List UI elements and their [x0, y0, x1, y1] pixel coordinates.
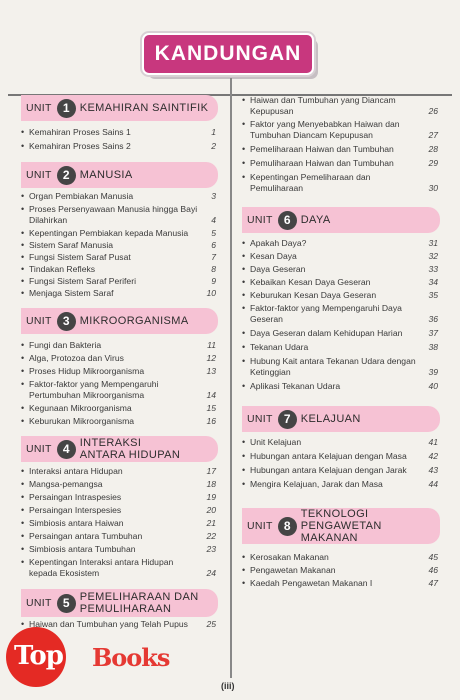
toc-entry[interactable] — [21, 127, 216, 138]
entry-text: Proses Persenyawaan Manusia hingga Bayi Dilahirkan — [29, 204, 198, 225]
unit-number: 6 — [278, 211, 297, 230]
toc-entry[interactable] — [21, 228, 216, 239]
unit-section — [242, 207, 438, 392]
unit-title: PEMELIHARAAN DAN PEMULIHARAAN — [79, 591, 199, 615]
entry-page: 12 — [206, 353, 216, 363]
unit-section — [21, 95, 216, 152]
entry-text: Keburukan Kesan Daya Geseran — [250, 290, 377, 300]
toc-entry[interactable] — [242, 479, 438, 490]
entry-page: 43 — [428, 465, 438, 475]
entry-page: 22 — [206, 531, 216, 541]
entry-text: Apakah Daya? — [250, 238, 307, 248]
entry-page: 5 — [211, 228, 216, 238]
entry-text: Kepentingan Pembiakan kepada Manusia — [29, 228, 189, 238]
toc-entry[interactable] — [242, 158, 438, 169]
entry-page: 9 — [211, 276, 216, 286]
entry-text: Kebaikan Kesan Daya Geseran — [250, 277, 371, 287]
unit-number: 1 — [57, 99, 76, 118]
entry-page: 15 — [206, 403, 216, 413]
entry-list — [21, 127, 216, 152]
entry-text: Hubungan antara Kelajuan dengan Masa — [250, 451, 407, 461]
toc-entry[interactable] — [242, 264, 438, 275]
entry-text: Hubungan antara Kelajuan dengan Jarak — [250, 465, 407, 475]
entry-text: Aplikasi Tekanan Udara — [250, 381, 341, 391]
entry-text: Hubung Kait antara Tekanan Udara dengan Ketinggian — [250, 356, 416, 377]
unit-header — [21, 162, 218, 188]
entry-text: Alga, Protozoa dan Virus — [29, 353, 124, 363]
toc-entry[interactable] — [242, 277, 438, 288]
entry-page: 19 — [206, 492, 216, 502]
entry-page: 30 — [428, 183, 438, 193]
unit-section — [21, 308, 216, 427]
entry-text: Kegunaan Mikroorganisma — [29, 403, 132, 413]
entry-text: Mangsa-pemangsa — [29, 479, 103, 489]
entry-page: 39 — [428, 367, 438, 377]
unit-title: MIKROORGANISMA — [79, 315, 189, 327]
entry-page: 38 — [428, 342, 438, 352]
title-banner — [142, 33, 314, 77]
entry-text: Persaingan Intraspesies — [29, 492, 122, 502]
entry-text: Unit Kelajuan — [250, 437, 302, 447]
unit-header — [21, 95, 218, 121]
entry-page: 1 — [211, 127, 216, 137]
toc-entry[interactable] — [21, 141, 216, 152]
toc-entry[interactable] — [21, 340, 216, 351]
toc-entry[interactable] — [21, 479, 216, 490]
unit-header — [21, 308, 218, 334]
unit-title: KEMAHIRAN SAINTIFIK — [79, 102, 209, 114]
unit-number: 7 — [278, 410, 297, 429]
entry-text: Proses Hidup Mikroorganisma — [29, 366, 145, 376]
toc-entry[interactable] — [21, 505, 216, 516]
unit-header — [21, 589, 218, 617]
entry-page: 26 — [428, 106, 438, 116]
entry-page: 18 — [206, 479, 216, 489]
entry-page: 13 — [206, 366, 216, 376]
entry-page: 17 — [206, 466, 216, 476]
entry-text: Kemahiran Proses Sains 2 — [29, 141, 131, 151]
toc-entry[interactable] — [242, 465, 438, 476]
toc-entry[interactable] — [242, 356, 438, 378]
unit-label: UNIT — [26, 315, 52, 327]
toc-entry[interactable] — [242, 565, 438, 576]
entry-text: Pemuliharaan Haiwan dan Tumbuhan — [250, 158, 394, 168]
entry-text: Haiwan dan Tumbuhan yang Telah Pupus — [29, 619, 188, 629]
entry-text: Kemahiran Proses Sains 1 — [29, 127, 131, 137]
toc-entry[interactable] — [242, 578, 438, 589]
entry-page: 41 — [428, 437, 438, 447]
toc-entry[interactable] — [21, 492, 216, 503]
toc-entry[interactable] — [242, 328, 438, 339]
entry-text: Mengira Kelajuan, Jarak dan Masa — [250, 479, 383, 489]
unit-number: 4 — [57, 440, 76, 459]
toc-entry[interactable] — [21, 288, 216, 299]
entry-page: 42 — [428, 451, 438, 461]
unit-title: DAYA — [300, 214, 331, 226]
entry-text: Persaingan Interspesies — [29, 505, 122, 515]
toc-entry[interactable] — [21, 518, 216, 529]
toc-entry[interactable] — [242, 172, 438, 194]
toc-entry[interactable] — [242, 119, 438, 141]
toc-entry[interactable] — [21, 544, 216, 555]
entry-text: Kepentingan Interaksi antara Hidupan kepada Ekosistem — [29, 557, 174, 578]
entry-page: 24 — [206, 568, 216, 578]
entry-text: Daya Geseran — [250, 264, 306, 274]
entry-page: 14 — [206, 390, 216, 400]
toc-entry[interactable] — [242, 290, 438, 301]
entry-text: Faktor-faktor yang Mempengaruhi Pertumbuhan Mikroorganisma — [29, 379, 159, 400]
entry-page: 36 — [428, 314, 438, 324]
unit-header — [242, 406, 440, 432]
entry-text: Kerosakan Makanan — [250, 552, 329, 562]
column-divider — [230, 78, 232, 678]
toc-entry[interactable] — [242, 144, 438, 155]
logo-wordmark: Books — [92, 643, 170, 672]
entry-list — [242, 238, 438, 392]
toc-entry[interactable] — [242, 303, 438, 325]
unit-header — [242, 508, 440, 544]
entry-text: Faktor yang Menyebabkan Haiwan dan Tumbuhan Diancam Kepupusan — [250, 119, 400, 140]
unit-section — [242, 406, 438, 490]
entry-text: Kepentingan Pemeliharaan dan Pemuliharaan — [250, 172, 371, 193]
unit-header — [242, 207, 440, 233]
entry-page: 33 — [428, 264, 438, 274]
entry-page: 45 — [428, 552, 438, 562]
toc-entry[interactable] — [242, 552, 438, 563]
unit-label: UNIT — [26, 102, 52, 114]
entry-text: Kaedah Pengawetan Makanan I — [250, 578, 373, 588]
entry-page: 21 — [206, 518, 216, 528]
toc-entry[interactable] — [242, 451, 438, 462]
unit-title: MANUSIA — [79, 169, 133, 181]
toc-entry[interactable] — [21, 191, 216, 202]
entry-page: 11 — [207, 340, 216, 350]
entry-text: Tekanan Udara — [250, 342, 309, 352]
toc-entry[interactable] — [21, 466, 216, 477]
entry-page: 25 — [206, 619, 216, 629]
entry-text: Pengawetan Makanan — [250, 565, 336, 575]
entry-page: 6 — [211, 240, 216, 250]
entry-page: 2 — [211, 141, 216, 151]
unit-number: 3 — [57, 312, 76, 331]
unit-title: KELAJUAN — [300, 413, 361, 425]
toc-entry[interactable] — [242, 238, 438, 249]
unit-section — [21, 162, 216, 299]
entry-text: Faktor-faktor yang Mempengaruhi Daya Geseran — [250, 303, 402, 324]
entry-text: Persaingan antara Tumbuhan — [29, 531, 143, 541]
page-title: KANDUNGAN — [142, 33, 314, 75]
entry-text: Pemeliharaan Haiwan dan Tumbuhan — [250, 144, 394, 154]
entry-text: Fungi dan Bakteria — [29, 340, 102, 350]
entry-page: 8 — [211, 264, 216, 274]
entry-list — [242, 95, 438, 194]
entry-text: Simbiosis antara Haiwan — [29, 518, 124, 528]
entry-text: Keburukan Mikroorganisma — [29, 416, 135, 426]
entry-page: 7 — [211, 252, 216, 262]
entry-text: Tindakan Refleks — [29, 264, 96, 274]
entry-page: 44 — [428, 479, 438, 489]
entry-page: 4 — [211, 215, 216, 225]
page-number: (iii) — [221, 681, 235, 691]
toc-entry[interactable] — [21, 240, 216, 251]
entry-list — [21, 191, 216, 299]
entry-text: Haiwan dan Tumbuhan yang Diancam Kepupusan — [250, 95, 396, 116]
toc-entry[interactable] — [21, 204, 216, 226]
unit-title: TEKNOLOGI PENGAWETAN MAKANAN — [300, 508, 382, 544]
toc-entry[interactable] — [21, 252, 216, 263]
entry-text: Organ Pembiakan Manusia — [29, 191, 134, 201]
entry-text: Fungsi Sistem Saraf Pusat — [29, 252, 131, 262]
entry-page: 3 — [211, 191, 216, 201]
unit-label: UNIT — [26, 597, 52, 609]
topbooks-logo — [6, 621, 186, 679]
toc-entry[interactable] — [21, 264, 216, 275]
toc-entry[interactable] — [21, 557, 216, 579]
entry-page: 37 — [428, 328, 438, 338]
unit-label: UNIT — [26, 169, 52, 181]
entry-page: 20 — [206, 505, 216, 515]
entry-text: Fungsi Sistem Saraf Periferi — [29, 276, 136, 286]
unit-label: UNIT — [26, 443, 52, 455]
unit-title: INTERAKSI ANTARA HIDUPAN — [79, 437, 181, 461]
entry-page: 32 — [428, 251, 438, 261]
entry-text: Sistem Saraf Manusia — [29, 240, 114, 250]
left-column — [21, 95, 216, 630]
entry-page: 40 — [428, 381, 438, 391]
unit-section — [21, 436, 216, 579]
toc-entry[interactable] — [242, 381, 438, 392]
toc-entry[interactable] — [242, 95, 438, 117]
toc-entry[interactable] — [21, 531, 216, 542]
toc-entry[interactable] — [21, 416, 216, 427]
entry-text: Menjaga Sistem Saraf — [29, 288, 114, 298]
unit-label: UNIT — [247, 520, 273, 532]
entry-list — [21, 340, 216, 427]
entry-page: 27 — [428, 130, 438, 140]
entry-list — [242, 437, 438, 490]
entry-page: 31 — [428, 238, 438, 248]
toc-entry[interactable] — [21, 276, 216, 287]
entry-page: 23 — [206, 544, 216, 554]
toc-entry[interactable] — [21, 379, 216, 401]
right-column — [242, 95, 438, 589]
entry-page: 47 — [428, 578, 438, 588]
entry-text: Interaksi antara Hidupan — [29, 466, 123, 476]
entry-page: 35 — [428, 290, 438, 300]
entry-page: 46 — [428, 565, 438, 575]
entry-page: 28 — [428, 144, 438, 154]
entry-page: 16 — [206, 416, 216, 426]
unit-number: 2 — [57, 166, 76, 185]
entry-text: Simbiosis antara Tumbuhan — [29, 544, 136, 554]
entry-text: Kesan Daya — [250, 251, 297, 261]
unit-label: UNIT — [247, 413, 273, 425]
toc-entry[interactable] — [21, 403, 216, 414]
unit-label: UNIT — [247, 214, 273, 226]
toc-entry[interactable] — [242, 437, 438, 448]
logo-mark: Top — [14, 641, 63, 671]
unit-section — [242, 508, 438, 589]
toc-entry[interactable] — [242, 251, 438, 262]
entry-page: 10 — [206, 288, 216, 298]
toc-entry[interactable] — [21, 366, 216, 377]
toc-entry[interactable] — [242, 342, 438, 353]
unit-number: 8 — [278, 517, 297, 536]
toc-entry[interactable] — [21, 353, 216, 364]
unit-header — [21, 436, 218, 462]
entry-page: 34 — [428, 277, 438, 287]
entry-page: 29 — [428, 158, 438, 168]
entry-list — [242, 552, 438, 589]
entry-text: Daya Geseran dalam Kehidupan Harian — [250, 328, 403, 338]
entry-list — [21, 466, 216, 579]
unit-number: 5 — [57, 594, 76, 613]
